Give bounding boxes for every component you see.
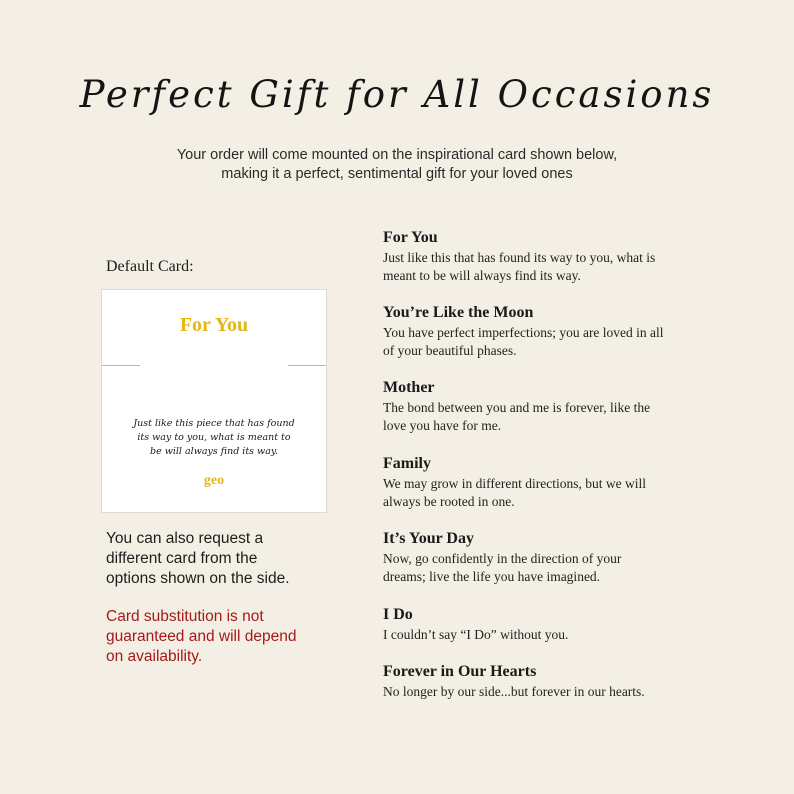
option-line: I couldn’t say “I Do” without you. <box>383 627 569 642</box>
page-title: Perfect Gift for All Occasions <box>79 73 715 116</box>
default-card-image <box>101 289 327 513</box>
card-message-line: Just like this piece that has found <box>133 418 295 429</box>
request-line: different card from the <box>106 550 258 567</box>
option-line: Just like this that has found its way to you, what is <box>383 250 656 265</box>
option-text <box>383 475 723 511</box>
card-divider-right <box>288 365 326 366</box>
option-family <box>383 454 723 511</box>
intro-line: making it a perfect, sentimental gift for your loved ones <box>221 166 573 182</box>
option-title: You’re Like the Moon <box>383 304 534 321</box>
warning-line: Card substitution is not <box>106 608 264 625</box>
option-line: The bond between you and me is forever, like the <box>383 400 651 415</box>
option-text <box>383 399 723 435</box>
option-line: We may grow in different directions, but we will <box>383 476 646 491</box>
card-message-line: be will always find its way. <box>150 446 278 457</box>
option-mother <box>383 378 723 435</box>
option-title: I Do <box>383 606 413 623</box>
option-title: Family <box>383 455 431 472</box>
option-for-you <box>383 228 723 285</box>
option-text <box>383 249 723 285</box>
intro-line: Your order will come mounted on the inspirational card shown below, <box>176 147 618 163</box>
card-message <box>116 417 312 459</box>
card-brand: geo <box>203 473 225 488</box>
card-message-line: its way to you, what is meant to <box>137 432 291 443</box>
option-line: Now, go confidently in the direction of your <box>383 551 622 566</box>
intro-text <box>0 146 794 184</box>
warning-line: guaranteed and will depend <box>106 628 297 645</box>
option-i-do <box>383 605 723 644</box>
option-line: love you have for me. <box>383 418 502 433</box>
option-title: Forever in Our Hearts <box>383 663 537 680</box>
substitution-warning <box>106 607 296 667</box>
option-text <box>383 550 723 586</box>
option-forever-in-our-hearts <box>383 662 723 701</box>
request-line: options shown on the side. <box>106 570 290 587</box>
option-title: For You <box>383 229 438 246</box>
option-line: always be rooted in one. <box>383 494 515 509</box>
default-card-label: Default Card: <box>106 258 194 275</box>
option-line: No longer by our side...but forever in our hearts. <box>383 684 645 699</box>
option-text <box>383 683 723 701</box>
option-title: It’s Your Day <box>383 530 474 547</box>
option-text <box>383 324 723 360</box>
option-text <box>383 626 723 644</box>
option-line: You have perfect imperfections; you are loved in all <box>383 325 664 340</box>
option-title: Mother <box>383 379 435 396</box>
option-line: of your beautiful phases. <box>383 343 517 358</box>
option-line: dreams; live the life you have imagined. <box>383 569 601 584</box>
request-line: You can also request a <box>106 530 264 547</box>
request-note <box>106 529 290 589</box>
card-title: For You <box>179 314 249 336</box>
option-line: meant to be will always find its way. <box>383 268 581 283</box>
option-your-day <box>383 529 723 586</box>
option-like-the-moon <box>383 303 723 360</box>
card-divider-left <box>102 365 140 366</box>
warning-line: on availability. <box>106 648 203 665</box>
